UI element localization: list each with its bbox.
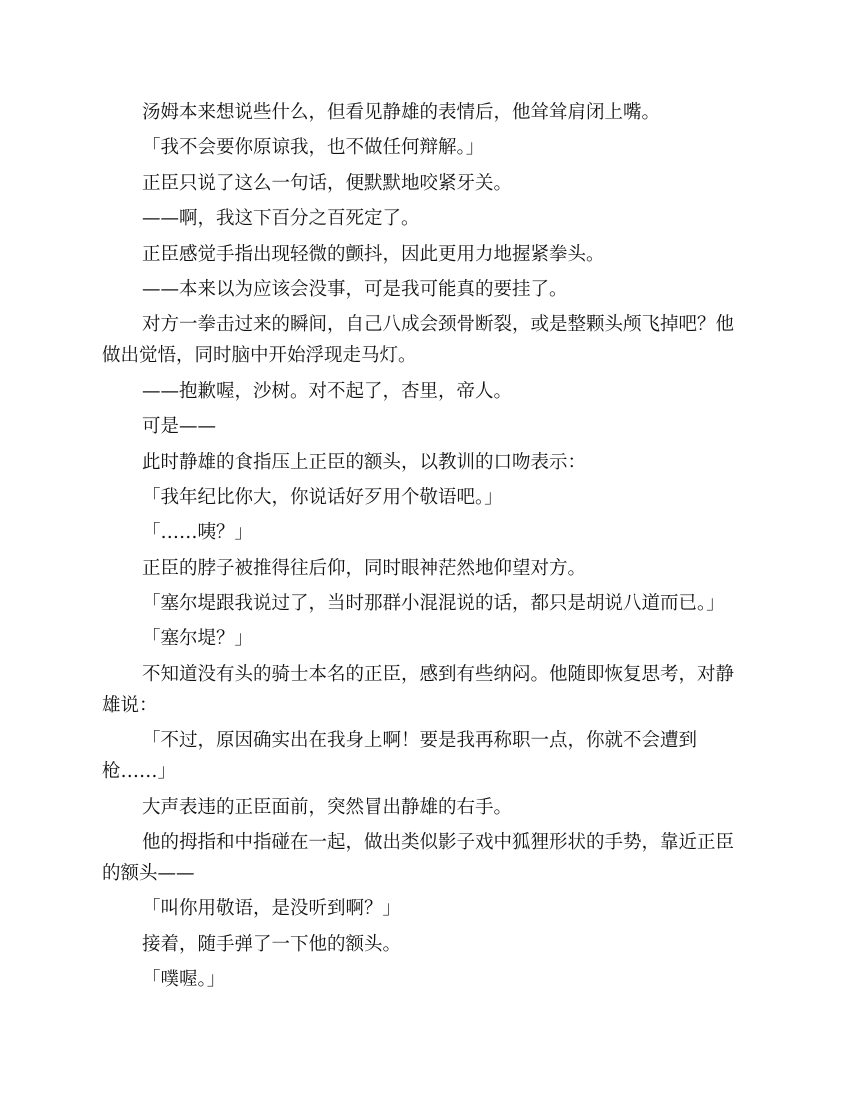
paragraph: 对方一拳击过来的瞬间，自己八成会颈骨断裂，或是整颗头颅飞掉吧？他做出觉悟，同时脑中开始浮现走马灯。 bbox=[102, 314, 735, 367]
paragraph: 可是—— bbox=[142, 416, 217, 438]
paragraph: 不知道没有头的骑士本名的正臣，感到有些纳闷。他随即恢复思考，对静雄说： bbox=[102, 663, 735, 716]
paragraph: 「……咦？」 bbox=[142, 522, 254, 544]
paragraph: 正臣只说了这么一句话，便默默地咬紧牙关。 bbox=[142, 172, 513, 194]
paragraph: 正臣感觉手指出现轻微的颤抖，因此更用力地握紧拳头。 bbox=[142, 243, 605, 265]
paragraph: 「我不会要你原谅我，也不做任何辩解。」 bbox=[142, 137, 485, 159]
paragraph: 「塞尔堤跟我说过了，当时那群小混混说的话，都只是胡说八道而已。」 bbox=[142, 593, 725, 615]
paragraph: 大声表违的正臣面前，突然冒出静雄的右手。 bbox=[142, 796, 513, 818]
paragraph: 汤姆本来想说些什么，但看见静雄的表情后，他耸耸肩闭上嘴。 bbox=[142, 102, 661, 123]
paragraph: 他的拇指和中指碰在一起，做出类似影子戏中狐狸形状的手势，靠近正臣的额头—— bbox=[102, 832, 735, 885]
paragraph: 「不过，原因确实出在我身上啊！要是我再称职一点，你就不会遭到枪……」 bbox=[102, 730, 698, 783]
paragraph: 「噗喔。」 bbox=[142, 969, 226, 991]
paragraph: 正臣的脖子被推得往后仰，同时眼神茫然地仰望对方。 bbox=[142, 557, 587, 579]
paragraph: 「我年纪比你大，你说话好歹用个敬语吧。」 bbox=[142, 486, 503, 508]
paragraph: ——啊，我这下百分之百死定了。 bbox=[142, 208, 420, 230]
paragraph: ——本来以为应该会没事，可是我可能真的要挂了。 bbox=[142, 278, 568, 300]
paragraph: 此时静雄的食指压上正臣的额头，以教训的口吻表示： bbox=[142, 451, 587, 473]
paragraph: 「塞尔堤？」 bbox=[142, 628, 254, 650]
page-body bbox=[102, 97, 748, 1000]
paragraph: ——抱歉喔，沙树。对不起了，杏里，帝人。 bbox=[142, 380, 513, 402]
paragraph: 接着，随手弹了一下他的额头。 bbox=[142, 933, 402, 955]
paragraph: 「叫你用敬语，是没听到啊？」 bbox=[142, 898, 402, 920]
